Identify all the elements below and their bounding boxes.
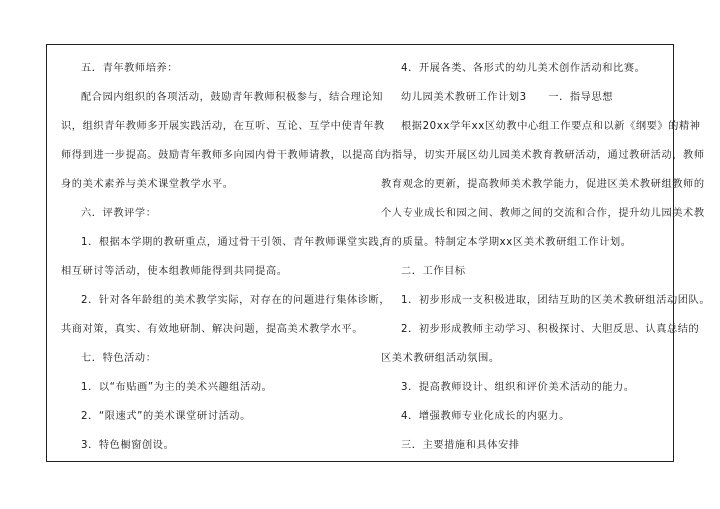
section-heading-evaluation: 六．评教评学： (81, 208, 157, 219)
paragraph-line: 教育观念的更新，提高教师美术教学能力，促进区美术教研组教师的 (381, 179, 705, 190)
paragraph-line: 育的质量。特制定本学期xx区美术教研组工作计划。 (381, 237, 632, 248)
list-item: 1．初步形成一支积极进取，团结互助的区美术教研组活动团队。 (401, 295, 711, 306)
paragraph-line: 相互研讨等活动，使本组教师能得到共同提高。 (61, 266, 288, 277)
list-item: 2．“限速式”的美术课堂研讨活动。 (81, 411, 251, 422)
list-item: 4．增强教师专业化成长的内驱力。 (401, 411, 570, 422)
page-frame (46, 44, 711, 462)
document-title-line: 幼儿园美术教研工作计划3 一．指导思想 (401, 92, 614, 103)
section-heading-special-activities: 七．特色活动： (81, 353, 157, 364)
list-item: 1．以“布贴画”为主的美术兴趣组活动。 (81, 382, 273, 393)
section-heading-work-goals: 二．工作目标 (401, 266, 466, 277)
section-heading-measures: 三．主要措施和具体安排 (401, 440, 520, 451)
paragraph-line: 配合园内组织的各项活动，鼓励青年教师积极参与，结合理论知 (81, 92, 384, 103)
paragraph-line: 为指导，切实开展区幼儿园美术教育教研活动，通过教研活动，教师 (381, 150, 705, 161)
section-heading-youth-teacher-training: 五．青年教师培养： (81, 63, 179, 74)
paragraph-line: 个人专业成长和园之间、教师之间的交流和合作，提升幼儿园美术教 (381, 208, 705, 219)
list-item: 2．初步形成教师主动学习、积极探讨、大胆反思、认真总结的 (401, 324, 700, 335)
paragraph-line: 师得到进一步提高。鼓励青年教师多向园内骨干教师请教，以提高自 (61, 150, 385, 161)
list-item: 3．提高教师设计、组织和评价美术活动的能力。 (401, 382, 635, 393)
list-item: 4．开展各类、各形式的幼儿美术创作活动和比赛。 (401, 63, 646, 74)
list-item: 3．特色橱窗创设。 (81, 440, 175, 451)
paragraph-line: 区美术教研组活动氛围。 (381, 353, 500, 364)
paragraph-line: 根据20xx学年xx区幼教中心组工作要点和以新《纲要》的精神 (401, 121, 701, 132)
paragraph-line: 身的美术素养与美术课堂教学水平。 (61, 179, 234, 190)
paragraph-line: 识，组织青年教师多开展实践活动，在互听、互论、互学中使青年教 (61, 121, 385, 132)
paragraph-line: 2．针对各年龄组的美术教学实际，对存在的问题进行集体诊断， (81, 295, 391, 306)
paragraph-line: 共商对策，真实、有效地研制、解决问题，提高美术教学水平。 (61, 324, 364, 335)
paragraph-line: 1．根据本学期的教研重点，通过骨干引领、青年教师课堂实践， (81, 237, 391, 248)
